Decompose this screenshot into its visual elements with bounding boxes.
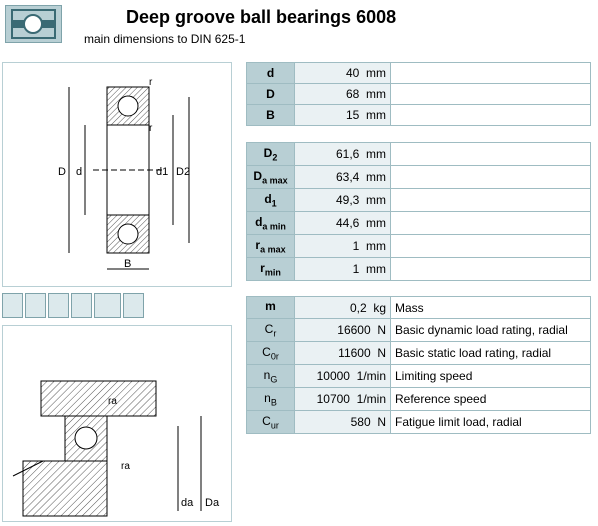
empty-cell <box>391 84 591 105</box>
symbol-subscript: a max <box>262 175 288 186</box>
unit-cell: mm <box>366 239 386 253</box>
table-row <box>247 297 591 319</box>
symbol-subscript: r <box>273 328 277 339</box>
cr-icon[interactable] <box>2 293 23 318</box>
symbol-subscript: 1 <box>271 198 277 209</box>
page-subtitle: main dimensions to DIN 625-1 <box>84 32 246 46</box>
table-row <box>247 319 591 342</box>
c0-icon[interactable] <box>25 293 46 318</box>
empty-cell <box>391 166 591 189</box>
table-row <box>247 365 591 388</box>
table-row <box>247 212 591 235</box>
ra-top-label: ra <box>108 396 117 407</box>
value-cell: 0,2 <box>349 300 367 315</box>
rotate-icon[interactable] <box>71 293 92 318</box>
symbol-cell: m <box>265 299 276 314</box>
symbol-cell: B <box>247 105 295 126</box>
value-cell: 40 <box>345 66 360 80</box>
table-row <box>247 258 591 281</box>
symbol-subscript: 2 <box>272 152 278 163</box>
table-row <box>247 388 591 411</box>
table-row <box>247 63 591 84</box>
description-cell: Reference speed <box>391 388 591 411</box>
table-row <box>247 235 591 258</box>
value-cell: 10700 <box>316 392 350 406</box>
bearing-cross-section-drawing <box>2 62 232 287</box>
view-toolbar <box>2 293 144 321</box>
symbol-cell: C <box>262 344 271 359</box>
symbol-subscript: a min <box>262 221 286 232</box>
empty-cell <box>391 212 591 235</box>
dim-D-label: D <box>58 166 66 178</box>
radius-r-mid-label: r <box>149 123 153 134</box>
unit-cell: mm <box>366 262 386 276</box>
dim-B-label: B <box>124 258 132 270</box>
main-dimensions-table <box>246 62 591 126</box>
table-row <box>247 84 591 105</box>
unit-cell: mm <box>366 193 386 207</box>
symbol-cell: d <box>247 63 295 84</box>
radius-r-top-label: r <box>149 77 153 88</box>
ca-icon[interactable] <box>48 293 69 318</box>
value-cell: 1 <box>352 239 360 253</box>
value-cell: 61,6 <box>335 147 360 161</box>
unit-cell: mm <box>366 147 386 161</box>
table-row <box>247 189 591 212</box>
empty-cell <box>391 235 591 258</box>
description-cell: Fatigue limit load, radial <box>391 411 591 434</box>
description-cell: Mass <box>391 297 591 319</box>
symbol-subscript: ur <box>270 420 279 431</box>
empty-cell <box>391 258 591 281</box>
description-cell: Limiting speed <box>391 365 591 388</box>
description-cell: Basic dynamic load rating, radial <box>391 319 591 342</box>
unit-cell: mm <box>366 170 386 184</box>
symbol-cell: D <box>253 168 263 183</box>
empty-cell <box>391 189 591 212</box>
dim-Da-label: Da <box>205 497 220 509</box>
unit-cell: N <box>377 323 386 337</box>
unit-cell: mm <box>366 108 386 122</box>
value-cell: 44,6 <box>335 216 360 230</box>
symbol-cell: C <box>262 413 271 428</box>
symbol-cell: d <box>264 191 272 206</box>
page-title: Deep groove ball bearings 6008 <box>126 7 397 27</box>
value-cell: 580 <box>350 415 371 429</box>
symbol-cell: n <box>264 390 271 405</box>
unit-cell: 1/min <box>356 392 386 406</box>
table-row <box>247 143 591 166</box>
symbol-subscript: 0r <box>270 351 279 362</box>
value-cell: 16600 <box>337 323 371 337</box>
bearing-logo-icon <box>5 5 62 43</box>
value-cell: 11600 <box>338 346 371 360</box>
symbol-subscript: G <box>270 374 278 385</box>
symbol-cell: d <box>255 214 263 229</box>
unit-cell: kg <box>373 300 386 315</box>
symbol-subscript: a max <box>260 244 286 255</box>
unit-cell: N <box>377 346 386 360</box>
dim-d-label: d <box>76 166 83 178</box>
table-row <box>247 166 591 189</box>
unit-cell: mm <box>366 66 386 80</box>
unit-cell: N <box>377 415 386 429</box>
symbol-cell: D <box>247 84 295 105</box>
value-cell: 10000 <box>316 369 350 383</box>
value-cell: 1 <box>352 262 360 276</box>
empty-cell <box>391 143 591 166</box>
empty-cell <box>391 105 591 126</box>
symbol-subscript: min <box>264 267 281 278</box>
description-cell: Basic static load rating, radial <box>391 342 591 365</box>
symbol-cell: D <box>263 145 273 160</box>
load-ratings-table <box>246 296 591 434</box>
unit-cell: 1/min <box>356 369 386 383</box>
dim-d1-label: d1 <box>156 166 169 178</box>
symbol-cell: r <box>260 260 265 275</box>
tc-icon[interactable] <box>123 293 144 318</box>
value-cell: 49,3 <box>335 193 360 207</box>
detail-dimensions-table <box>246 142 591 281</box>
dim-D2-label: D2 <box>176 166 191 178</box>
symbol-cell: n <box>263 367 271 382</box>
mounting-dimensions-drawing <box>2 325 232 522</box>
table-row <box>247 411 591 434</box>
value-cell: 68 <box>345 87 360 101</box>
symbol-cell: r <box>255 237 261 252</box>
ra-bottom-label: ra <box>121 461 130 472</box>
value-cell: 63,4 <box>335 170 360 184</box>
table-row <box>247 105 591 126</box>
value-cell: 15 <box>345 108 360 122</box>
empty-cell <box>391 63 591 84</box>
symbol-subscript: B <box>270 397 277 408</box>
symbol-cell: C <box>264 321 274 336</box>
unit-cell: mm <box>366 216 386 230</box>
table-row <box>247 342 591 365</box>
dim-da-label: da <box>181 497 194 509</box>
view-icon[interactable] <box>94 293 121 318</box>
unit-cell: mm <box>366 87 386 101</box>
